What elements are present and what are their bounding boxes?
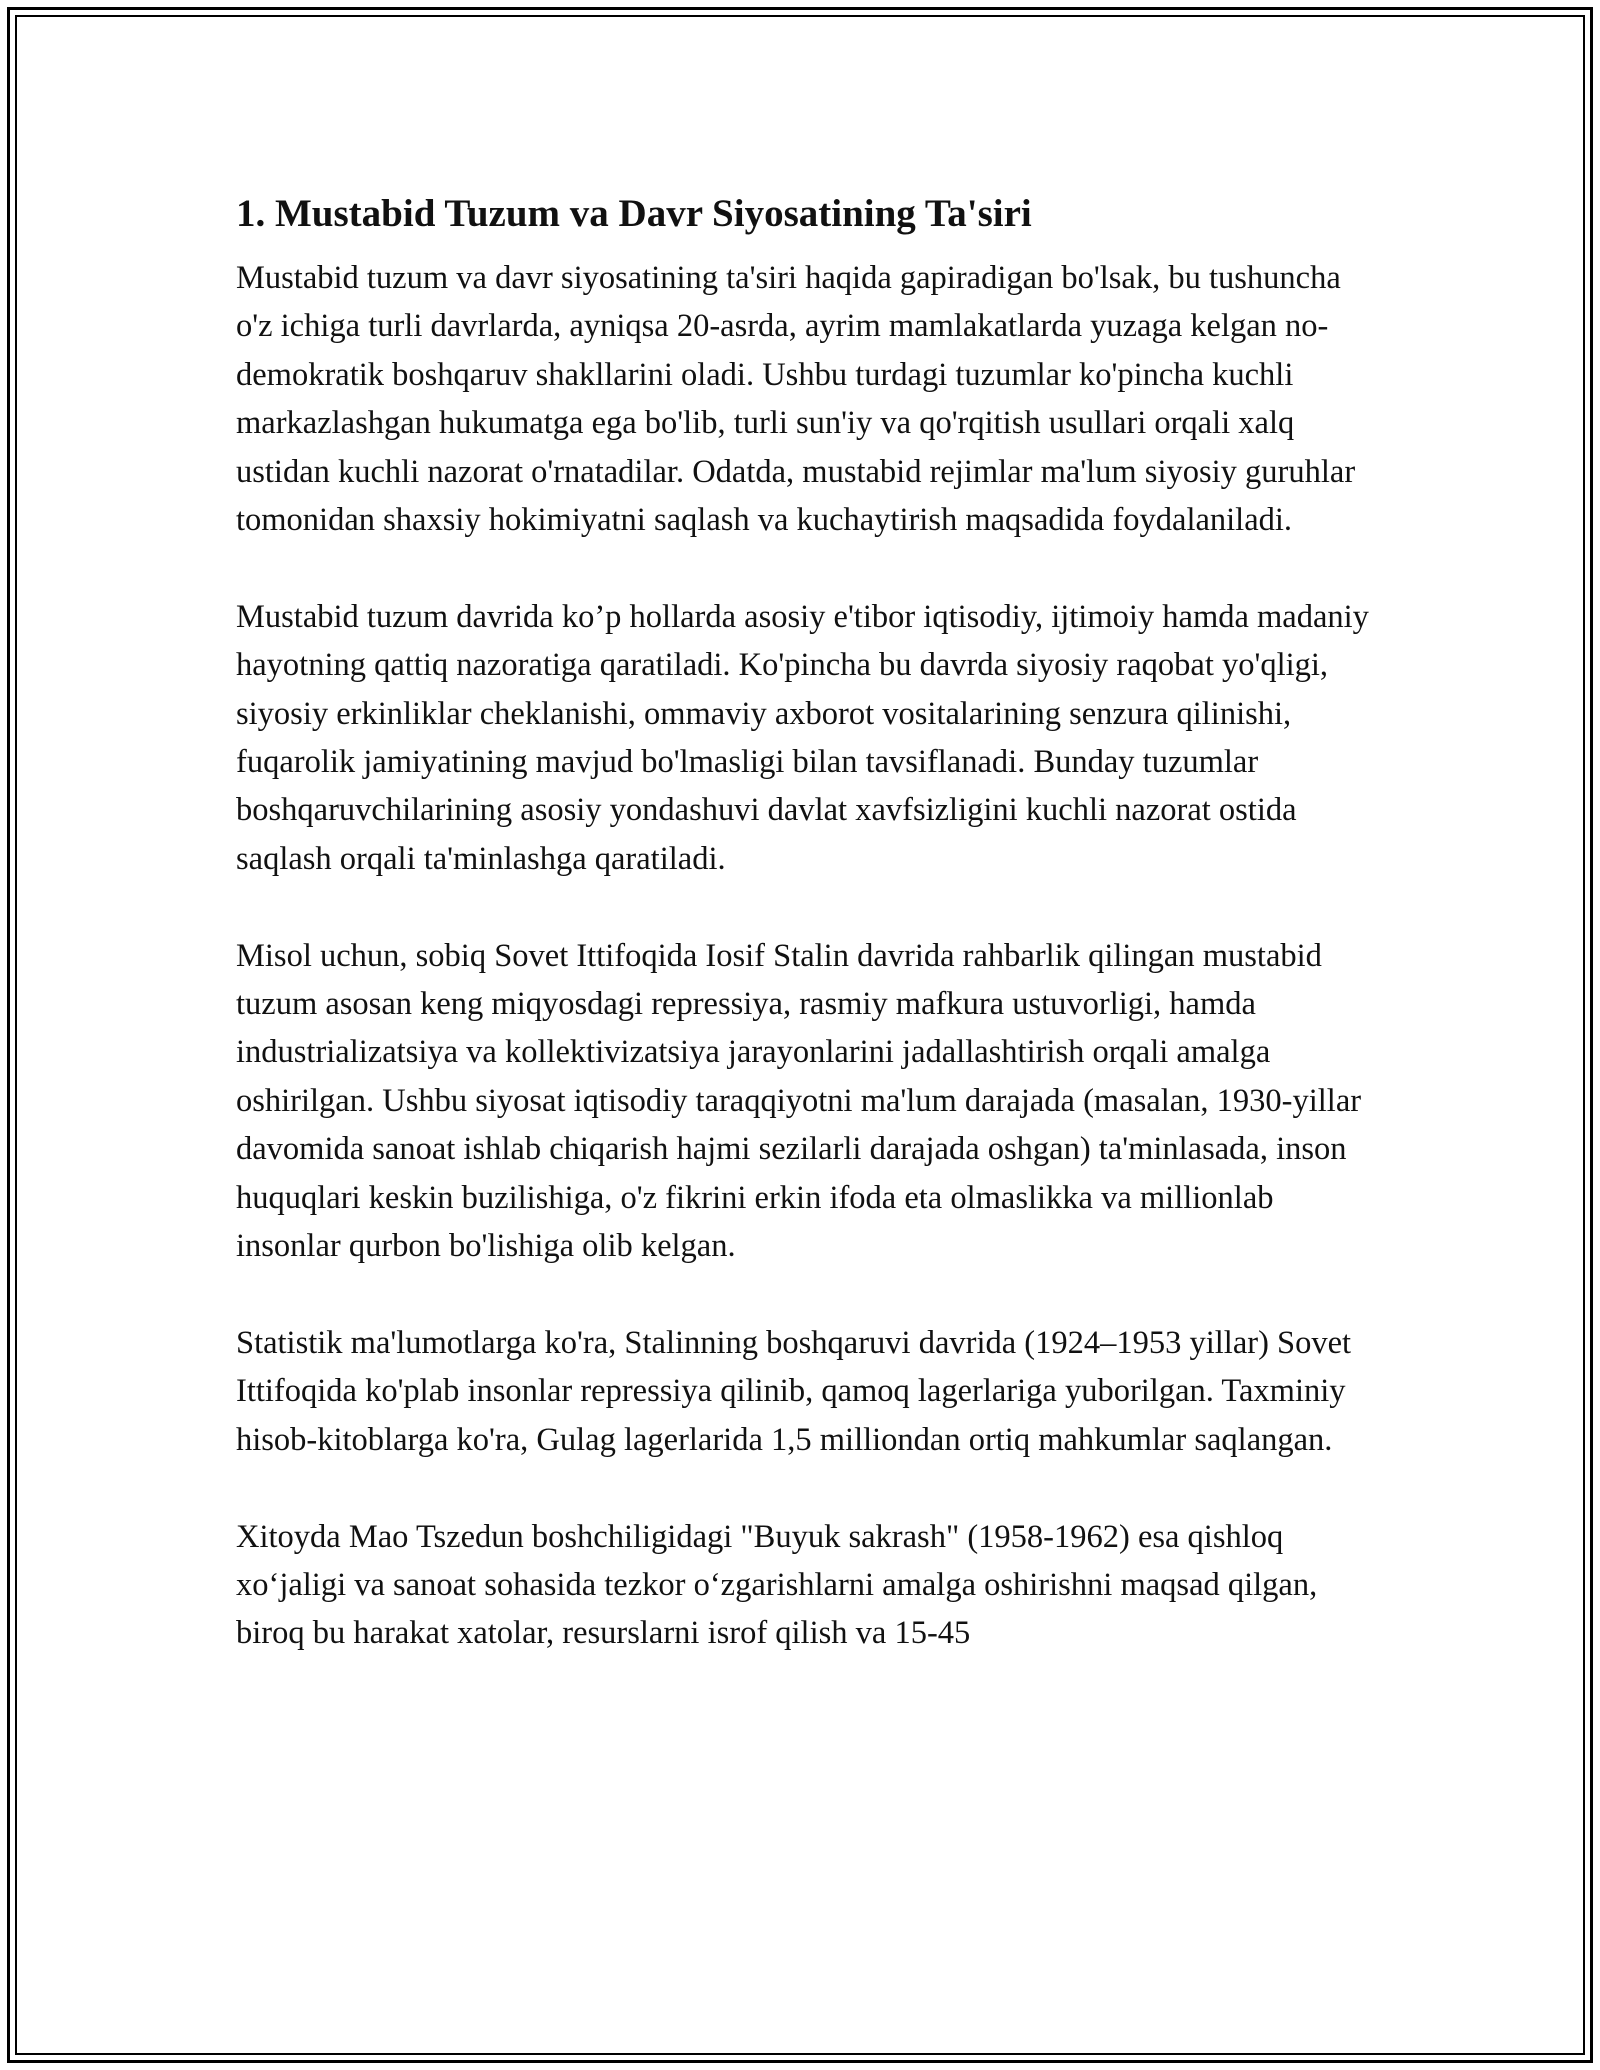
- paragraph-3: Misol uchun, sobiq Sovet Ittifoqida Iosif Stalin davrida rahbarlik qilingan mustabid tuzum asosan keng miqyosdagi repressiya, rasmiy mafkura ustuvorligi, hamda industrializatsiya va kollektivizatsiya jarayonlarini jadallashtirish orqali amalga oshirilgan. Ushbu siyosat iqtisodiy taraqqiyotni ma'lum darajada (masalan, 1930-yillar davomida sanoat ishlab chiqarish hajmi sezilarli darajada oshgan) ta'minlasada, inson huquqlari keskin buzilishiga, o'z fikrini erkin ifoda eta olmaslikka va millionlab insonlar qurbon bo'lishiga olib kelgan.: [236, 937, 1362, 1265]
- document-body: [236, 188, 1376, 1706]
- paragraph-1: Mustabid tuzum va davr siyosatining ta'siri haqida gapiradigan bo'lsak, bu tushuncha o'z ichiga turli davrlarda, ayniqsa 20-asrda, ayrim mamlakatlarda yuzaga kelgan no-demokratik boshqaruv shakllarini oladi. Ushbu turdagi tuzumlar ko'pincha kuchli markazlashgan hukumatga ega bo'lib, turli sun'iy va qo'rqitish usullari orqali xalq ustidan kuchli nazorat o'rnatadilar. Odatda, mustabid rejimlar ma'lum siyosiy guruhlar tomonidan shaxsiy hokimiyatni saqlash va kuchaytirish maqsadida foydalaniladi.: [236, 260, 1356, 539]
- page-title: 1. Mustabid Tuzum va Davr Siyosatining Ta'siri: [236, 192, 1032, 235]
- paragraph-2: Mustabid tuzum davrida ko’p hollarda asosiy e'tibor iqtisodiy, ijtimoiy hamda madaniy hayotning qattiq nazoratiga qaratiladi. Ko'pincha bu davrda siyosiy raqobat yo'qligi, siyosiy erkinliklar cheklanishi, ommaviy axborot vositalarining senzura qilinishi, fuqarolik jamiyatining mavjud bo'lmasligi bilan tavsiflanadi. Bunday tuzumlar boshqaruvchilarining asosiy yondashuvi davlat xavfsizligini kuchli nazorat ostida saqlash orqali ta'minlashga qaratiladi.: [236, 598, 1369, 877]
- paragraph-5: Xitoyda Mao Tszedun boshchiligidagi "Buyuk sakrash" (1958-1962) esa qishloq xo‘jaligi va sanoat sohasida tezkor o‘zgarishlarni amalga oshirishni maqsad qilgan, biroq bu harakat xatolar, resurslarni isrof qilish va 15-45: [236, 1518, 1318, 1652]
- paragraph-4: Statistik ma'lumotlarga ko'ra, Stalinning boshqaruvi davrida (1924–1953 yillar) Sovet Ittifoqida ko'plab insonlar repressiya qilinib, qamoq lagerlariga yuborilgan. Taxminiy hisob-kitoblarga ko'ra, Gulag lagerlarida 1,5 milliondan ortiq mahkumlar saqlangan.: [236, 1324, 1352, 1458]
